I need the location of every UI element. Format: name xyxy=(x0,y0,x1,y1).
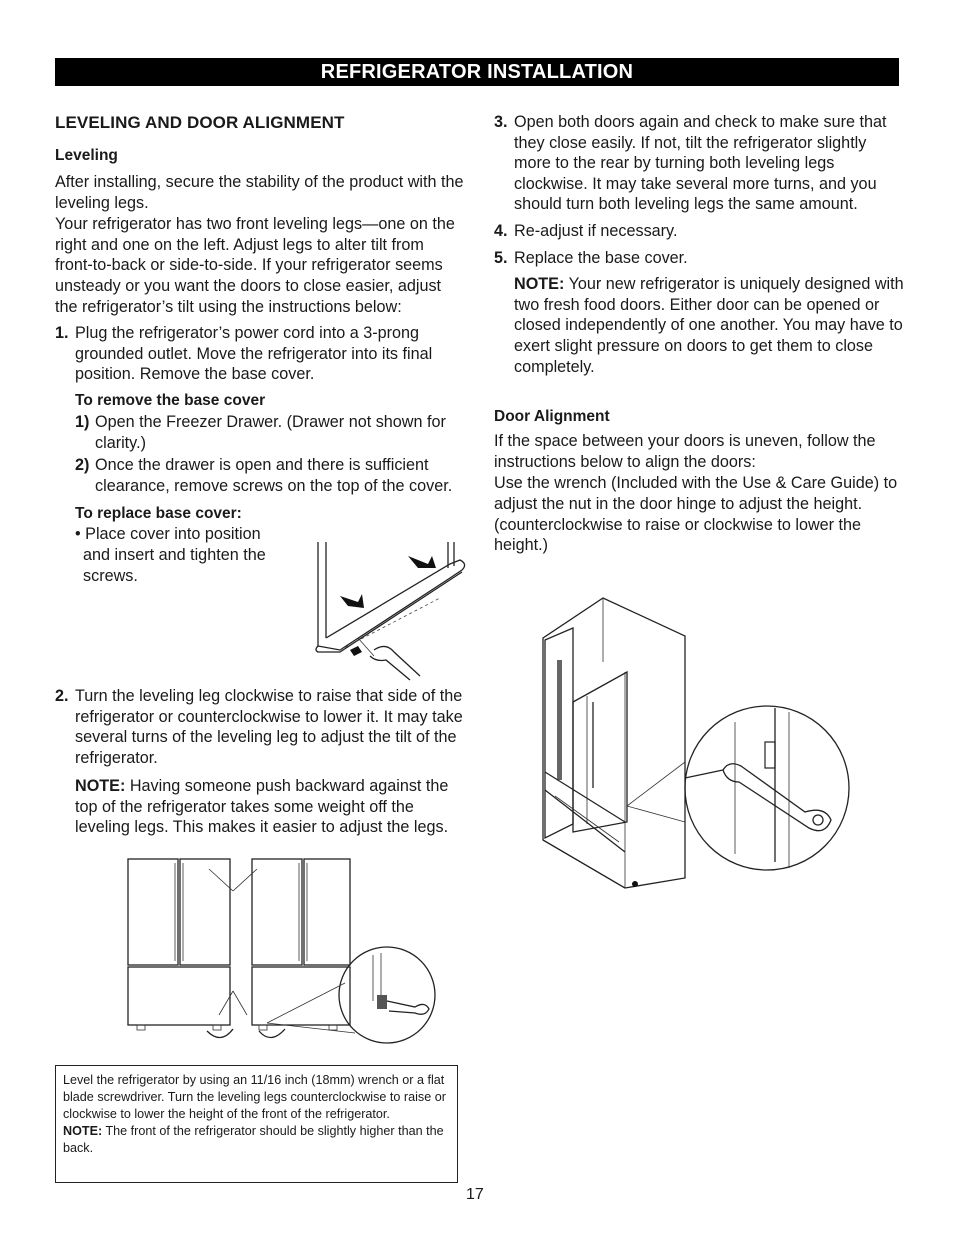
step-4 xyxy=(494,221,904,242)
remove-cover-title: To remove the base cover xyxy=(75,391,266,409)
remove-step-1-number: 1) xyxy=(75,412,90,431)
step-2-note-text: Having someone push backward against the top of the refrigerator takes some weight off the leveling legs. This makes it easier to adjust the legs. xyxy=(75,777,449,837)
door-alignment-paragraph-1: If the space between your doors is uneven, follow the instructions below to align the doors: xyxy=(494,432,876,471)
step-2-number: 2. xyxy=(55,687,69,705)
step-1-number: 1. xyxy=(55,324,69,343)
step-5 xyxy=(494,248,904,269)
intro-paragraph-1: After installing, secure the stability of the product with the leveling legs. xyxy=(55,173,464,212)
step-5-text: Replace the base cover. xyxy=(514,248,688,267)
left-column xyxy=(55,112,465,586)
leveling-title: Leveling xyxy=(55,147,118,164)
section-title: LEVELING AND DOOR ALIGNMENT xyxy=(55,113,345,132)
remove-step-2-text: Once the drawer is open and there is sufficient clearance, remove screws on the top of the cover. xyxy=(95,456,453,495)
step-4-text: Re-adjust if necessary. xyxy=(514,221,678,240)
section-banner: REFRIGERATOR INSTALLATION xyxy=(55,58,899,86)
remove-step-2-number: 2) xyxy=(75,456,90,475)
caption-box xyxy=(55,1065,458,1183)
door-alignment-illustration xyxy=(535,592,855,892)
leveling-legs-illustration xyxy=(125,855,440,1045)
step-2-note xyxy=(75,776,465,838)
step-5-number: 5. xyxy=(494,248,508,267)
remove-step-1-text: Open the Freezer Drawer. (Drawer not shown for clarity.) xyxy=(95,412,446,452)
step-3-text: Open both doors again and check to make sure that they close easily. If not, tilt the refrigerator slightly more to the rear by turning both leveling legs clockwise. It may take several more turns, and you should turn both leveling legs the same amount. xyxy=(514,113,887,214)
door-alignment-paragraph-2: Use the wrench (Included with the Use & Care Guide) to adjust the nut in the door hinge to adjust the height. (counterclockwise to raise or clockwise to lower the height.) xyxy=(494,474,898,555)
step-3 xyxy=(494,112,904,215)
step-1-text: Plug the refrigerator’s power cord into a 3-prong grounded outlet. Move the refrigerator into its final position. Remove the base cover. xyxy=(75,324,433,384)
page-number: 17 xyxy=(466,1186,484,1203)
note-2-text: Your new refrigerator is uniquely designed with two fresh food doors. Either door can be opened or closed independently of one another. You may have to exert slight pressure on doors to get them to close completely. xyxy=(514,275,904,376)
note-2-label: NOTE: xyxy=(514,275,565,294)
arrow-icon xyxy=(340,594,364,608)
step-2 xyxy=(55,686,465,768)
step-1 xyxy=(55,323,465,385)
caption-text: Level the refrigerator by using an 11/16 inch (18mm) wrench or a flat blade screwdriver. Turn the leveling legs counterclockwise to raise or clockwise to lower the height of the front of the refrigerator. xyxy=(63,1073,446,1121)
right-column xyxy=(494,112,904,556)
note-2 xyxy=(494,274,904,377)
step-2-text: Turn the leveling leg clockwise to raise that side of the refrigerator or counterclockwise to lower it. It may take several turns of the leveling leg to adjust the tilt of the refrigerator. xyxy=(75,687,463,767)
remove-step-2 xyxy=(75,455,455,496)
replace-cover-text: • Place cover into position and insert and tighten the screws. xyxy=(75,525,266,585)
caption-note-text: The front of the refrigerator should be slightly higher than the back. xyxy=(63,1124,444,1155)
note-label: NOTE: xyxy=(75,777,126,795)
arrow-icon xyxy=(408,556,436,568)
caption-note-label: NOTE: xyxy=(63,1124,103,1138)
intro-paragraph-2: Your refrigerator has two front leveling legs—one on the right and one on the left. Adjust legs to alter tilt from front-to-back or side-to-side. If your refrigerator seems unsteady or you want the doors to close easier, adjust the refrigerator’s tilt using the instructions below: xyxy=(55,215,455,316)
replace-cover-title: To replace base cover: xyxy=(75,505,242,523)
screw-icon xyxy=(350,646,362,656)
step-4-number: 4. xyxy=(494,221,508,240)
step-3-number: 3. xyxy=(494,113,508,131)
remove-step-1 xyxy=(75,412,465,453)
base-cover-illustration xyxy=(300,538,470,680)
caption-note xyxy=(63,1123,450,1157)
door-alignment-title: Door Alignment xyxy=(494,408,610,426)
